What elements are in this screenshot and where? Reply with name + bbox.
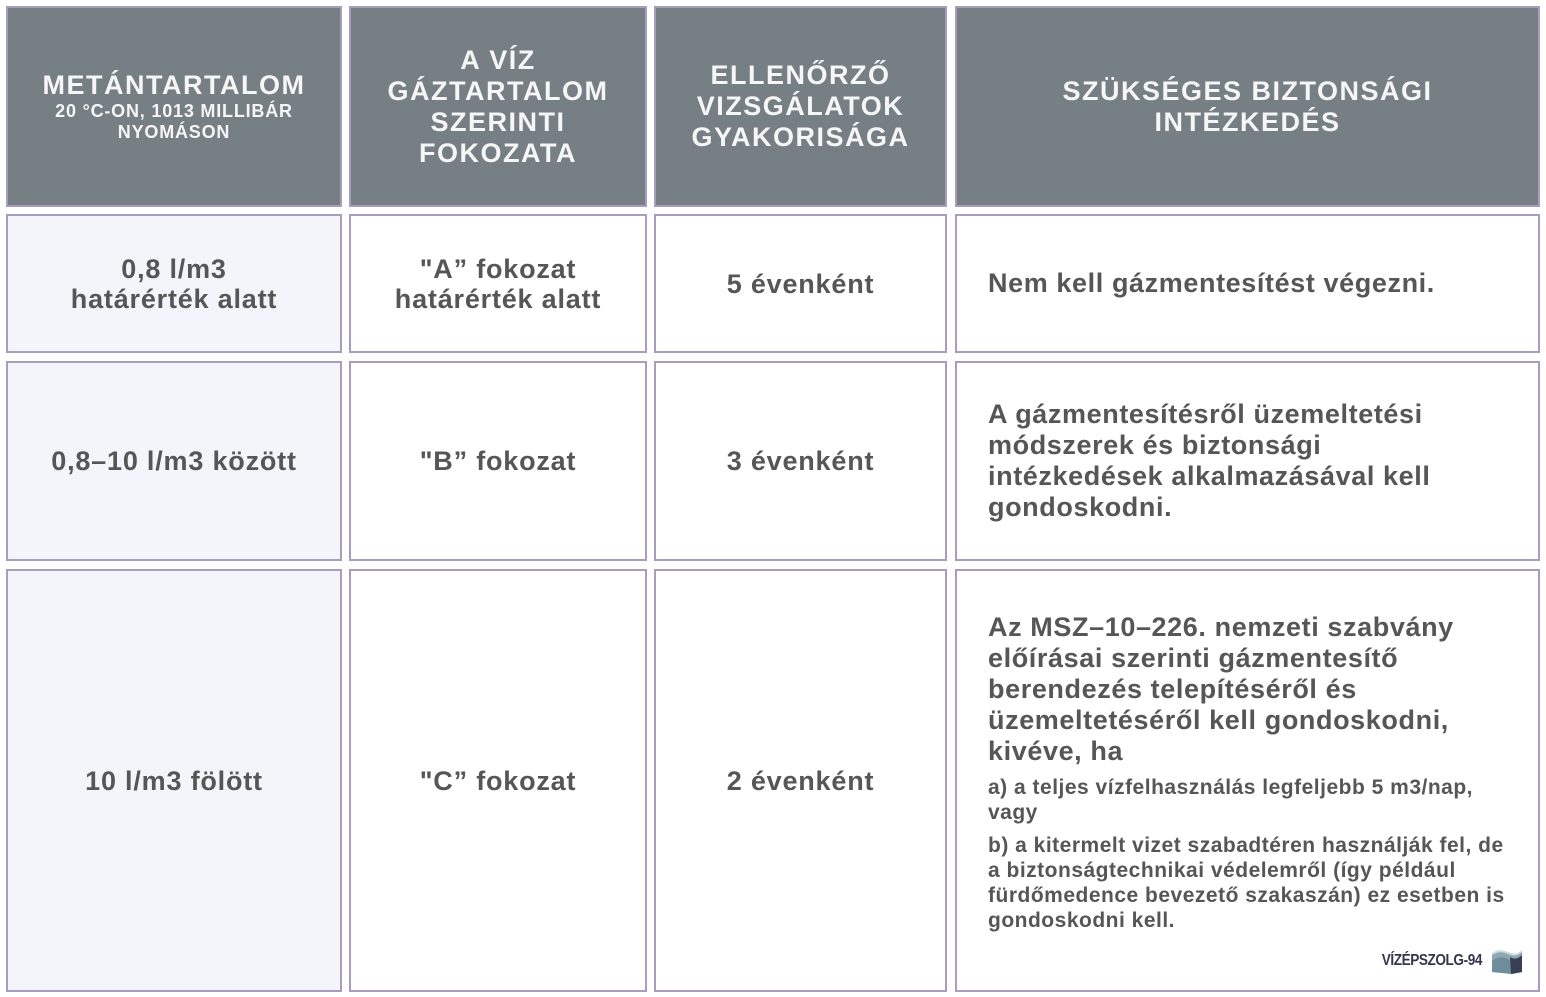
header-safety-measure-title: SZÜKSÉGES BIZTONSÁGI INTÉZKEDÉS: [1062, 75, 1433, 137]
company-logo-text: VÍZÉPSZOLG-94: [1381, 952, 1482, 969]
header-check-frequency: [654, 6, 947, 207]
row1-grade-line1: "A” fokozat: [419, 253, 577, 284]
row1-frequency-cell: [654, 214, 947, 353]
row3-frequency-cell: [654, 569, 947, 992]
row2-methane-cell: [6, 361, 342, 561]
row2-methane: 0,8–10 l/m3 között: [51, 446, 297, 476]
header-check-frequency-title: ELLENŐRZŐ VIZSGÁLATOK GYAKORISÁGA: [691, 60, 910, 152]
row3-methane: 10 l/m3 fölött: [85, 765, 263, 796]
row1-methane-line2: határérték alatt: [70, 283, 278, 314]
row2-grade: "B” fokozat: [419, 446, 577, 476]
row3-grade-cell: [349, 569, 647, 992]
header-methane-title: METÁNTARTALOM: [42, 70, 306, 100]
row1-grade-cell: [349, 214, 647, 353]
row3-measure-cell: [955, 569, 1540, 992]
row2-measure: A gázmentesítésről üzemeltetési módszerek és biztonsági intézkedések alkalmazásával kell gondoskodni.: [988, 399, 1431, 522]
row3-measure: Az MSZ–10–226. nemzeti szabvány előírásai szerinti gázmentesítő berendezés telepítéséről és üzemeltetéséről kell gondoskodni, kivéve, ha: [988, 612, 1454, 766]
row3-frequency: 2 évenként: [726, 765, 875, 796]
row1-methane-cell: [6, 214, 342, 353]
row2-frequency: 3 évenként: [726, 446, 875, 476]
header-safety-measure: [955, 6, 1540, 207]
row1-measure-cell: [955, 214, 1540, 353]
row1-grade-line2: határérték alatt: [394, 283, 602, 314]
header-methane-subtitle: 20 °C-ON, 1013 MILLIBÁR NYOMÁSON: [55, 101, 293, 142]
row3-methane-cell: [6, 569, 342, 992]
header-gas-grade: [349, 6, 647, 207]
row3-exception-a: a) a teljes vízfelhasználás legfeljebb 5 m3/nap, vagy: [988, 776, 1474, 824]
row2-frequency-cell: [654, 361, 947, 561]
row2-grade-cell: [349, 361, 647, 561]
header-methane-content: [6, 6, 342, 207]
company-logo: [1364, 945, 1524, 976]
row2-measure-cell: [955, 361, 1540, 561]
row1-frequency: 5 évenként: [726, 268, 875, 299]
row3-grade: "C” fokozat: [419, 765, 577, 796]
row3-exception-b: b) a kitermelt vizet szabadtéren használják fel, de a biztonságtechnikai védelemről (így például fürdőmedence bevezető szakaszán) ez esetben is gondoskodni kell.: [988, 834, 1505, 932]
header-gas-grade-title: A VÍZ GÁZTARTALOM SZERINTI FOKOZATA: [387, 44, 609, 168]
row1-methane-line1: 0,8 l/m3: [121, 253, 227, 284]
row1-measure: Nem kell gázmentesítést végezni.: [988, 268, 1435, 298]
water-block-logo-icon: [1490, 947, 1524, 975]
